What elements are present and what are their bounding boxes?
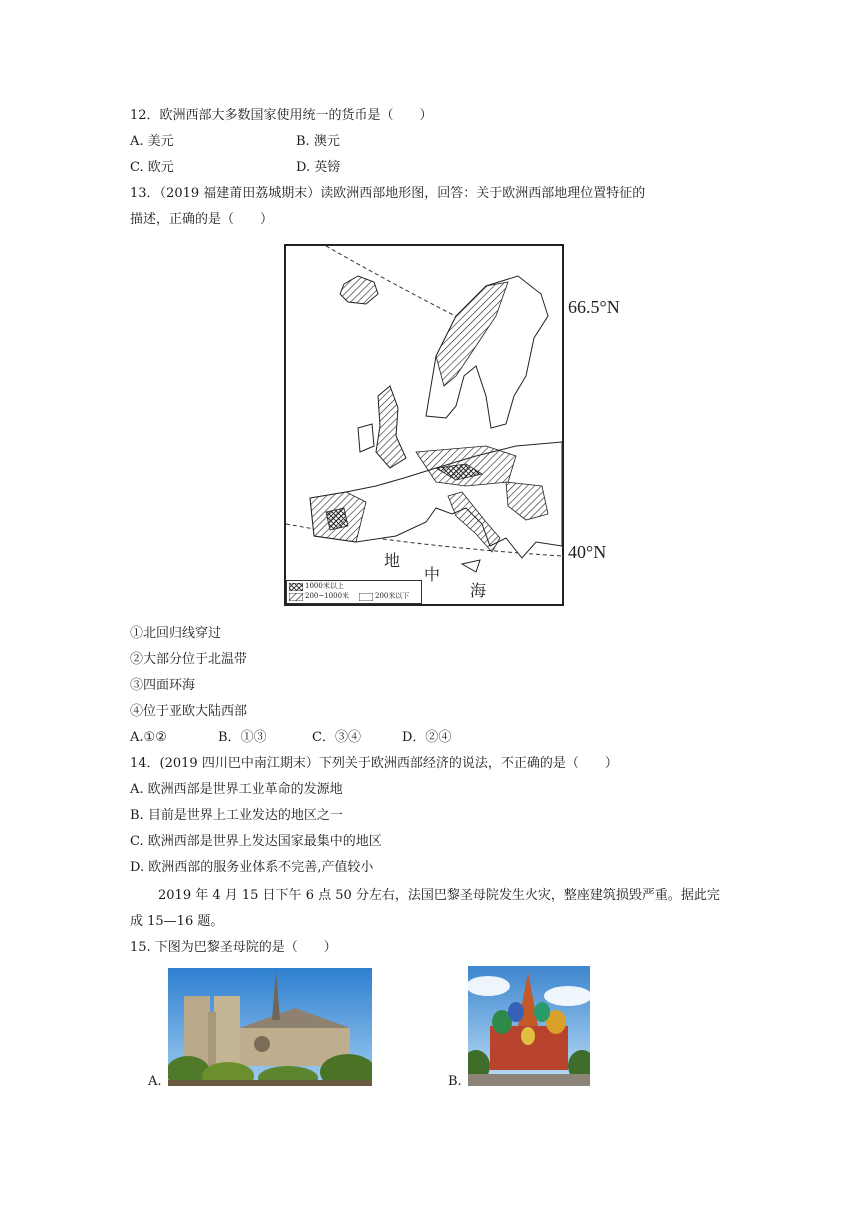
western-europe-terrain-map xyxy=(284,244,564,606)
q13-option-b: B．①③ xyxy=(218,730,267,745)
q13-statement-4: ④位于亚欧大陆西部 xyxy=(130,704,248,719)
q14-option-a: A. 欧洲西部是世界工业革命的发源地 xyxy=(130,782,343,797)
q13-stem-line2: 描述，正确的是（ ） xyxy=(130,212,274,227)
q13-stem-line1: 13．（2019 福建莆田荔城期末）读欧洲西部地形图，回答：关于欧洲西部地理位置特征的 xyxy=(130,186,646,201)
sea-label-char-2: 中 xyxy=(424,565,441,584)
notre-dame-photo[interactable] xyxy=(168,968,372,1086)
st-basils-illustration xyxy=(468,966,590,1086)
q13-option-a: A.①② xyxy=(130,730,167,745)
map-legend xyxy=(286,580,422,604)
legend-label-low: 200米以下 xyxy=(375,592,410,600)
map-drawing xyxy=(286,246,562,604)
q15-option-b-label: B. xyxy=(448,1074,462,1089)
notre-dame-illustration xyxy=(168,968,372,1086)
q14-option-d: D. 欧洲西部的服务业体系不完善,产值较小 xyxy=(130,860,374,875)
q13-option-d: D．②④ xyxy=(402,730,452,745)
q12-option-b: B. 澳元 xyxy=(296,134,340,149)
q13-option-c: C．③④ xyxy=(312,730,361,745)
legend-crosshatch-swatch xyxy=(289,583,303,591)
sea-label-char-1: 地 xyxy=(384,551,401,570)
legend-label-mid: 200~1000米 xyxy=(305,592,350,600)
q12-option-a: A. 美元 xyxy=(130,134,174,149)
q12-option-d: D. 英镑 xyxy=(296,160,341,175)
q13-statement-2: ②大部分位于北温带 xyxy=(130,652,248,667)
legend-item-mid xyxy=(289,592,349,601)
legend-blank-swatch xyxy=(359,593,373,601)
legend-item-low xyxy=(359,592,409,601)
q14-option-b: B. 目前是世界上工业发达的地区之一 xyxy=(130,808,343,823)
q14-option-c: C. 欧洲西部是世界上发达国家最集中的地区 xyxy=(130,834,382,849)
q14-stem: 14．(2019 四川巴中南江期末）下列关于欧洲西部经济的说法，不正确的是（ ） xyxy=(130,756,618,771)
latitude-label-40n: 40°N xyxy=(568,542,607,562)
q15-option-a-label: A. xyxy=(148,1074,162,1089)
st-basils-cathedral-photo[interactable] xyxy=(468,966,590,1086)
q13-statement-1: ①北回归线穿过 xyxy=(130,626,222,641)
passage-line2: 成 15—16 题。 xyxy=(130,914,224,929)
latitude-label-66-5n: 66.5°N xyxy=(568,297,620,317)
legend-label-high: 1000米以上 xyxy=(305,582,344,590)
q12-option-c: C. 欧元 xyxy=(130,160,174,175)
legend-item-high xyxy=(289,582,344,591)
passage-line1: 2019 年 4 月 15 日下午 6 点 50 分左右，法国巴黎圣母院发生火灾，整座建筑损毁严重。据此完 xyxy=(158,888,720,903)
q13-statement-3: ③四面环海 xyxy=(130,678,196,693)
legend-hatch-swatch xyxy=(289,593,303,601)
q12-stem: 12．欧洲西部大多数国家使用统一的货币是（ ） xyxy=(130,108,433,123)
q15-stem: 15. 下图为巴黎圣母院的是（ ） xyxy=(130,940,337,955)
sea-label-char-3: 海 xyxy=(470,581,487,600)
